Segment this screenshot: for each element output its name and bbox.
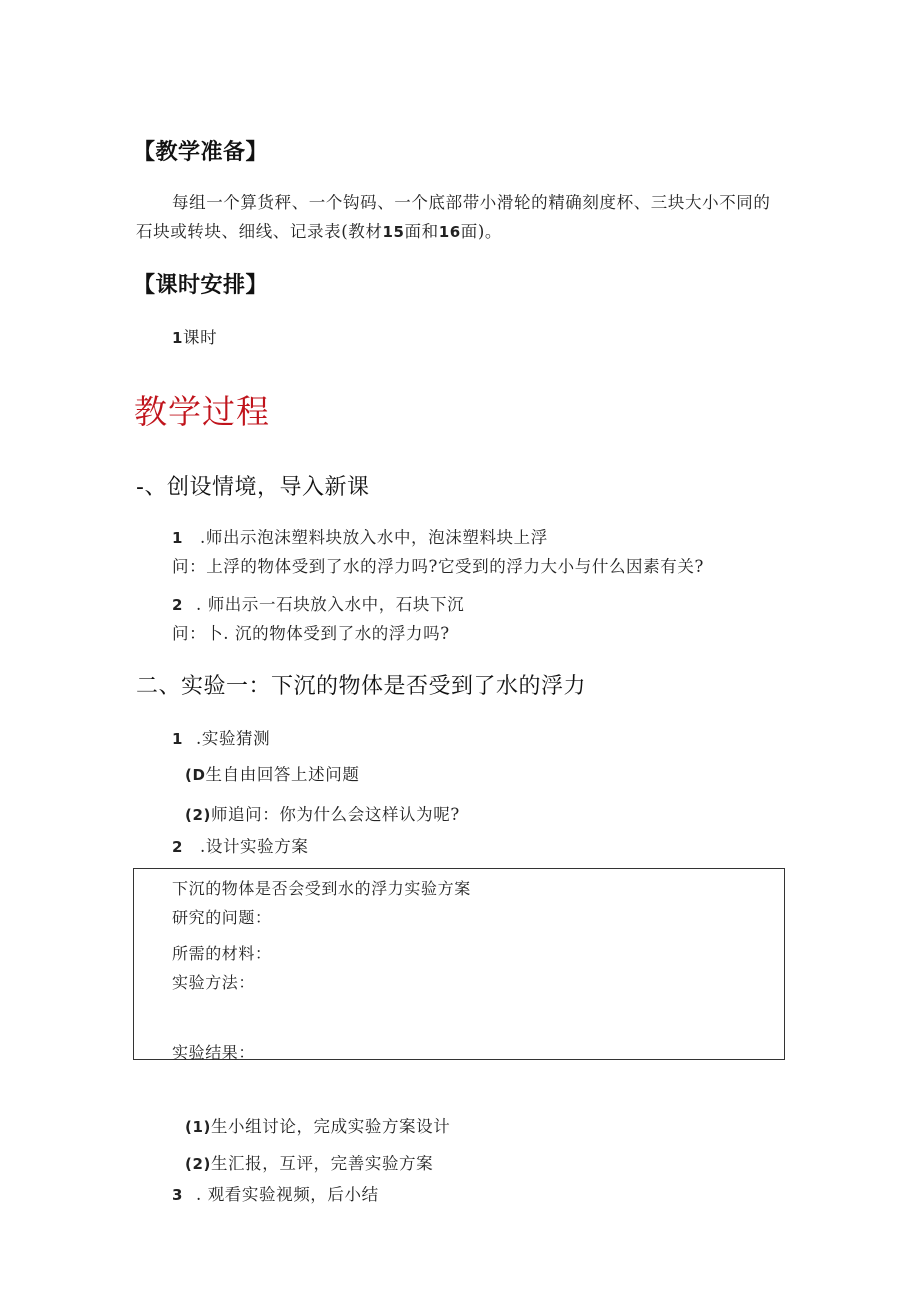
prep-line-2-num1: 15: [382, 223, 405, 241]
section-2-after-2-text: 生汇报，互评，完善实验方案: [210, 1154, 434, 1173]
section-2-item-2-num: 2: [172, 838, 184, 856]
section-1-item-1: [172, 524, 548, 548]
process-title: 教学过程: [134, 392, 270, 431]
section-2-sub-2-text: 师追问：你为什么会这样认为呢?: [210, 805, 460, 824]
prep-line-2: [136, 218, 502, 242]
section-2-after-1: [185, 1113, 450, 1137]
section-2-sub-2: [185, 801, 460, 825]
section-2-item-2: [172, 833, 308, 857]
plan-result-label: 实验结果：: [172, 1043, 256, 1062]
section-1-item-2-num: 2: [172, 596, 184, 614]
experiment-plan-box: [133, 868, 785, 1060]
prep-line-2-num2: 16: [438, 223, 461, 241]
section-1-item-1-question: 问：上浮的物体受到了水的浮力吗?它受到的浮力大小与什么因素有关?: [172, 557, 704, 576]
schedule-text: 课时: [183, 328, 218, 347]
section-2-sub-1-text: 生自由回答上述问题: [205, 765, 360, 784]
section-1-item-2-question: 问：卜. 沉的物体受到了水的浮力吗?: [172, 624, 450, 643]
schedule-line: [172, 324, 217, 348]
section-2-sub-1-num: (D: [185, 766, 206, 784]
section-2-after-1-text: 生小组讨论，完成实验方案设计: [210, 1117, 451, 1136]
section-2-item-1-num: 1: [172, 730, 184, 748]
section-2-item-2-text: .设计实验方案: [200, 837, 309, 856]
prep-line-2-a: 石块或转块、细线、记录表(教材: [136, 222, 383, 241]
schedule-heading: 【课时安排】: [133, 273, 269, 298]
schedule-num: 1: [172, 329, 184, 347]
section-2-sub-1: [185, 761, 359, 785]
prep-heading: 【教学准备】: [133, 140, 269, 165]
section-1-item-1-num: 1: [172, 529, 184, 547]
section-2-sub-2-num: (2): [185, 806, 211, 824]
section-2-after-1-num: (1): [185, 1118, 211, 1136]
section-2-item-3: [172, 1181, 379, 1205]
plan-question-label: 研究的问题：: [172, 908, 272, 927]
section-2-heading: 二、实验一：下沉的物体是否受到了水的浮力: [136, 674, 587, 699]
section-1-item-2: [172, 591, 464, 615]
section-2-item-3-num: 3: [172, 1186, 184, 1204]
section-2-item-1-text: .实验猜测: [196, 729, 271, 748]
section-2-after-2: [185, 1150, 433, 1174]
section-1-item-2-text: . 师出示一石块放入水中，石块下沉: [196, 595, 465, 614]
prep-line-1: 每组一个算货秤、一个钩码、一个底部带小滑轮的精确刻度杯、三块大小不同的: [172, 193, 771, 212]
plan-materials-label: 所需的材料：: [172, 944, 272, 963]
section-2-item-3-text: . 观看实验视频，后小结: [196, 1185, 379, 1204]
section-1-item-1-text: .师出示泡沫塑料块放入水中，泡沫塑料块上浮: [200, 528, 548, 547]
section-2-after-2-num: (2): [185, 1155, 211, 1173]
plan-title: 下沉的物体是否会受到水的浮力实验方案: [172, 879, 471, 898]
plan-method-label: 实验方法：: [172, 973, 256, 992]
prep-line-2-c: 面)。: [460, 222, 503, 241]
section-2-item-1: [172, 725, 270, 749]
prep-line-2-b: 面和: [404, 222, 439, 241]
section-1-heading: -、创设情境，导入新课: [136, 475, 370, 500]
